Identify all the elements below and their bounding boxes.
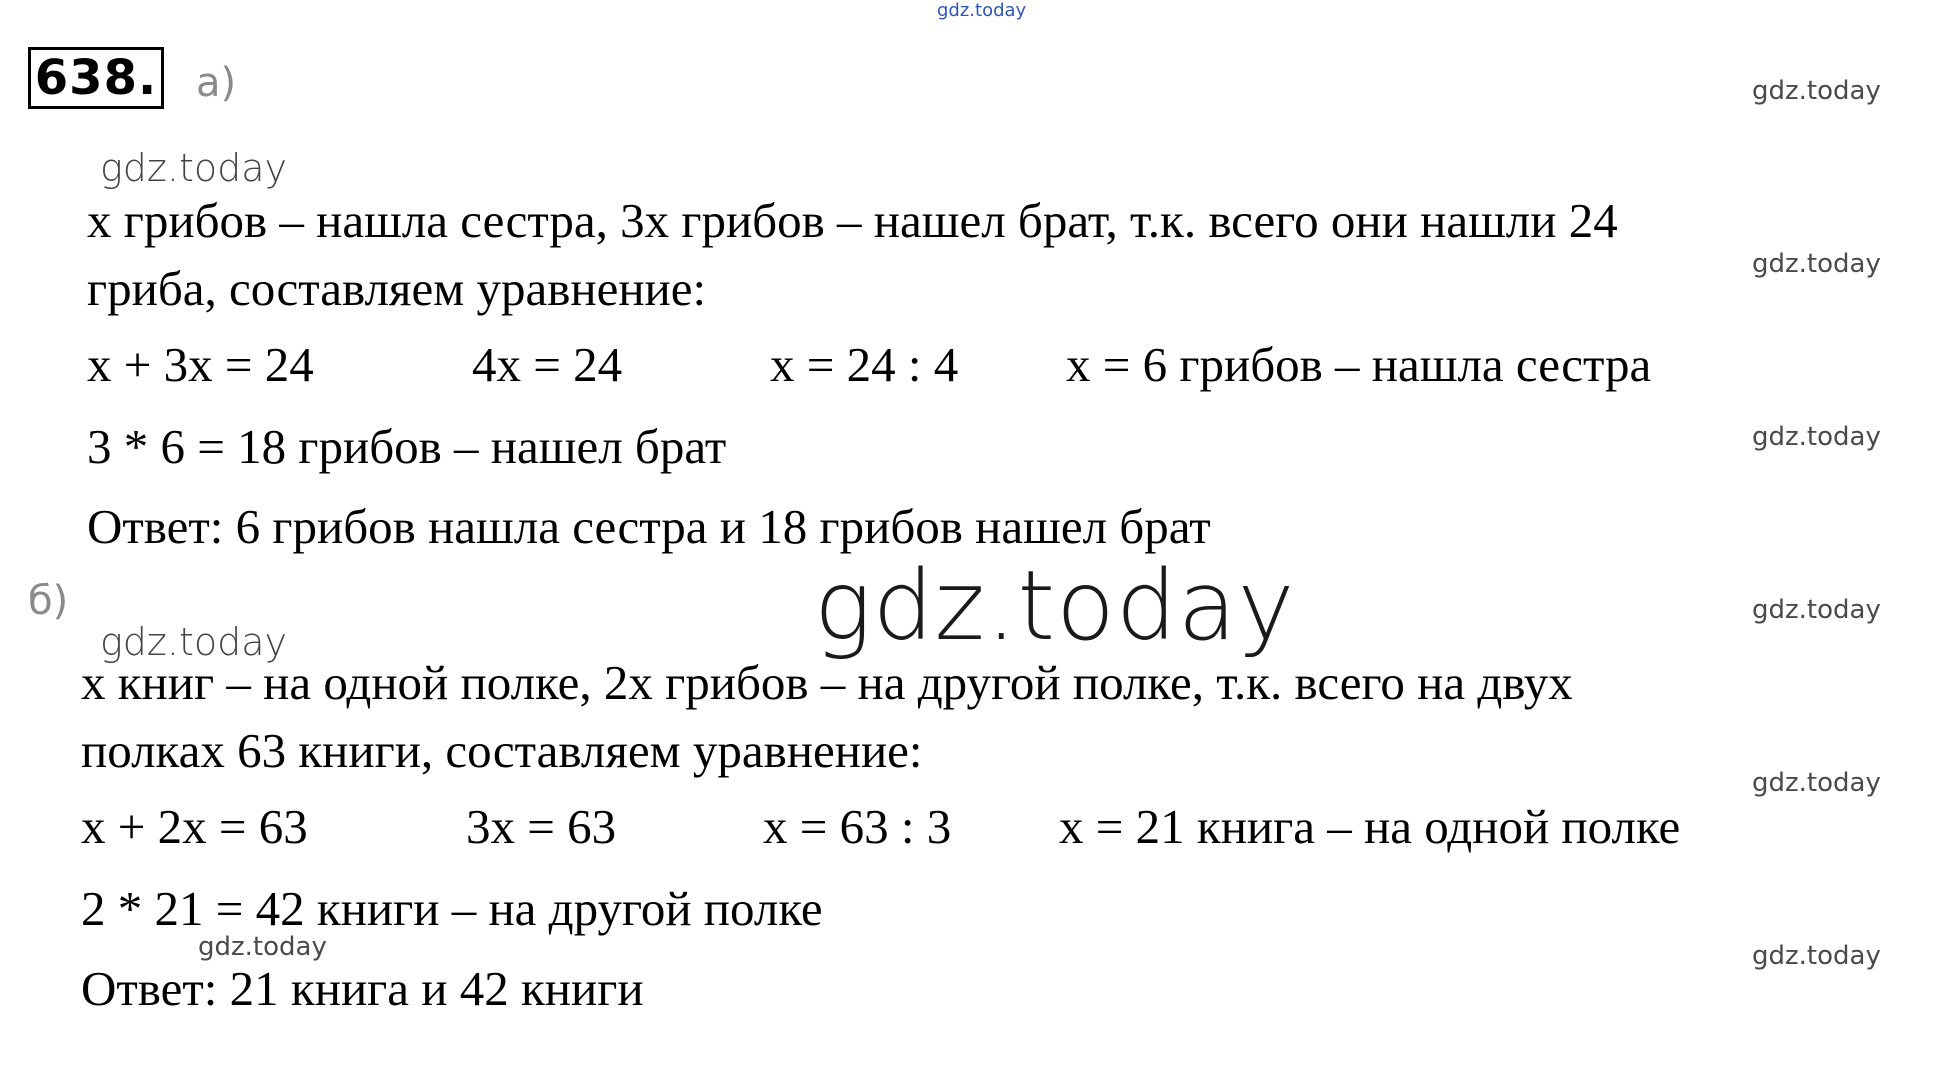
part-a-label: а) xyxy=(196,60,237,106)
part-b-condition-line-2: полках 63 книги, составляем уравнение: xyxy=(81,723,923,778)
watermark-right-5: gdz.today xyxy=(1752,768,1881,798)
watermark-right-2: gdz.today xyxy=(1752,249,1881,279)
part-b-calculation: 2 * 21 = 42 книги – на другой полке xyxy=(81,881,823,936)
watermark-left-lower: gdz.today xyxy=(100,620,287,664)
watermark-right-1: gdz.today xyxy=(1752,76,1881,106)
part-a-equation-3: х = 24 : 4 xyxy=(770,337,959,392)
watermark-center-large: gdz.today xyxy=(814,550,1296,662)
part-b-equation-2: 3х = 63 xyxy=(466,799,617,854)
part-b-equation-4: х = 21 книга – на одной полке xyxy=(1059,799,1681,854)
part-a-equation-1: х + 3х = 24 xyxy=(87,337,314,392)
watermark-right-4: gdz.today xyxy=(1752,595,1881,625)
part-a-equation-4: х = 6 грибов – нашла сестра xyxy=(1066,337,1652,392)
part-b-answer: Ответ: 21 книга и 42 книги xyxy=(81,961,644,1016)
part-a-equation-2: 4х = 24 xyxy=(472,337,623,392)
part-b-equation-1: х + 2х = 63 xyxy=(81,799,308,854)
part-a-answer: Ответ: 6 грибов нашла сестра и 18 грибов нашел брат xyxy=(87,499,1211,554)
problem-number-box xyxy=(28,47,164,109)
part-b-equations-row xyxy=(0,799,1950,858)
watermark-top-center: gdz.today xyxy=(937,0,1027,21)
part-b-equation-3: х = 63 : 3 xyxy=(763,799,952,854)
part-a-calculation: 3 * 6 = 18 грибов – нашел брат xyxy=(87,419,727,474)
problem-number: 638. xyxy=(34,50,158,106)
part-a-condition-line-2: гриба, составляем уравнение: xyxy=(87,261,707,316)
part-a-condition-line-1: х грибов – нашла сестра, 3х грибов – нашел брат, т.к. всего они нашли 24 xyxy=(87,193,1618,248)
watermark-left-upper: gdz.today xyxy=(100,146,287,190)
part-b-condition-line-1: х книг – на одной полке, 2х грибов – на другой полке, т.к. всего на двух xyxy=(81,655,1573,710)
watermark-bottom-left: gdz.today xyxy=(198,932,327,962)
watermark-right-6: gdz.today xyxy=(1752,941,1881,971)
part-a-equations-row xyxy=(0,337,1950,396)
part-b-label: б) xyxy=(28,578,69,624)
watermark-right-3: gdz.today xyxy=(1752,422,1881,452)
